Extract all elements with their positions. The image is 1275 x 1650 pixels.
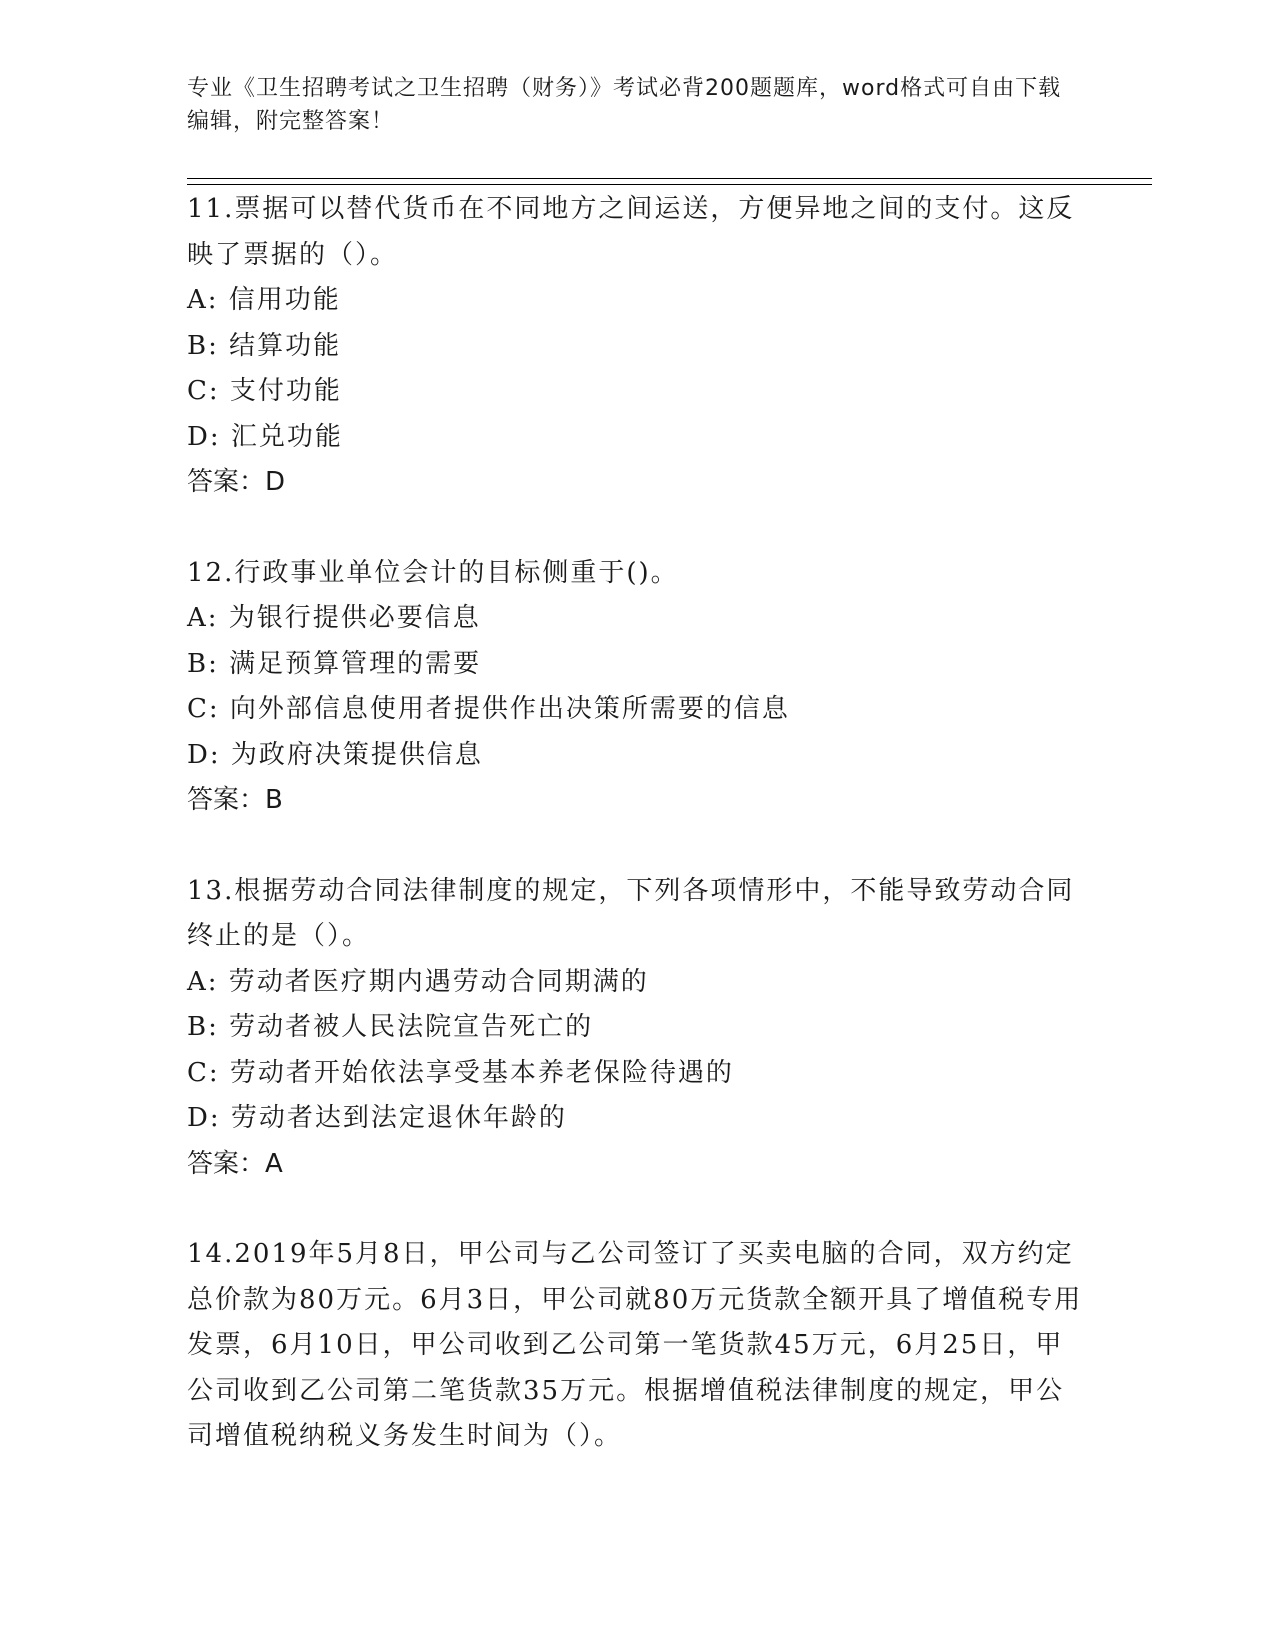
question-list	[187, 187, 1087, 1505]
option-c: C: 向外部信息使用者提供作出决策所需要的信息	[187, 694, 790, 724]
document-header	[187, 72, 1067, 138]
option-b: B: 劳动者被人民法院宣告死亡的	[187, 1012, 594, 1042]
option-a: A: 劳动者医疗期内遇劳动合同期满的	[187, 966, 649, 997]
question-11	[187, 187, 1087, 506]
option-c: C: 劳动者开始依法享受基本养老保险待遇的	[187, 1057, 734, 1088]
question-13	[187, 869, 1087, 1188]
option-a: A: 信用功能	[187, 285, 341, 315]
question-stem: 12.行政事业单位会计的目标侧重于()。	[187, 557, 679, 588]
question-12	[187, 551, 1087, 824]
answer-line: 答案：A	[187, 1148, 283, 1179]
option-d: D: 为政府决策提供信息	[187, 739, 483, 770]
option-d: D: 劳动者达到法定退休年龄的	[187, 1103, 567, 1133]
option-d: D: 汇兑功能	[187, 421, 343, 452]
header-title: 专业《卫生招聘考试之卫生招聘（财务）》考试必背200题题库，word格式可自由下载编辑，附完整答案！	[187, 76, 1062, 134]
answer-line: 答案：D	[187, 467, 286, 497]
option-b: B: 满足预算管理的需要	[187, 648, 482, 679]
option-b: B: 结算功能	[187, 330, 342, 361]
option-c: C: 支付功能	[187, 376, 342, 406]
question-stem: 13.根据劳动合同法律制度的规定，下列各项情形中，不能导致劳动合同终止的是（）。	[187, 875, 1075, 951]
answer-line: 答案：B	[187, 785, 283, 815]
option-a: A: 为银行提供必要信息	[187, 603, 481, 633]
question-stem: 14.2019年5月8日，甲公司与乙公司签订了买卖电脑的合同，双方约定总价款为80万元。6月3日，甲公司就80万元货款全额开具了增值税专用发票，6月10日，甲公司收到乙公司第一笔货款45万元，6月25日，甲公司收到乙公司第二笔货款35万元。根据增值税法律制度的规定，甲公司增值税纳税义务发生时间为（）。	[187, 1239, 1083, 1451]
header-rule-thick	[187, 178, 1152, 179]
question-14	[187, 1232, 1087, 1460]
header-rule-thin	[187, 184, 1152, 185]
question-stem: 11.票据可以替代货币在不同地方之间运送，方便异地之间的支付。这反映了票据的（）。	[187, 194, 1075, 270]
